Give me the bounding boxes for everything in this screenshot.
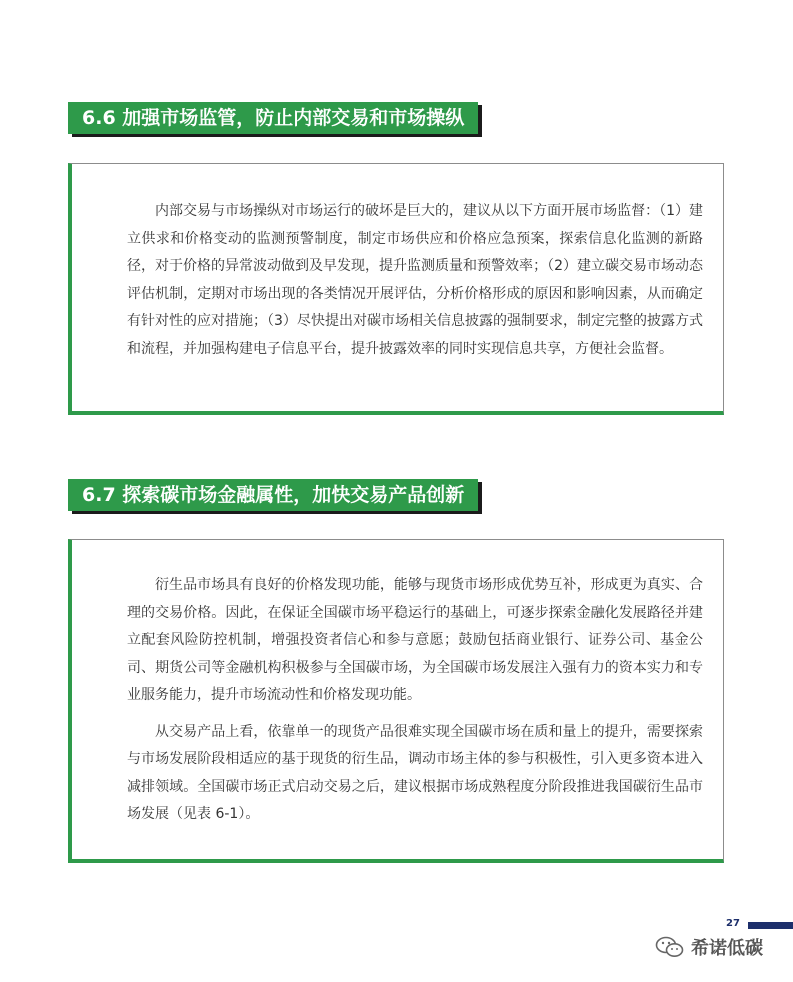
section-6-7-heading: 6.7 探索碳市场金融属性，加快交易产品创新: [68, 479, 478, 511]
section-6-7-textbox: [68, 539, 724, 863]
wechat-icon: [655, 935, 685, 959]
section-6-6-paragraph-1: 内部交易与市场操纵对市场运行的破坏是巨大的，建议从以下方面开展市场监督：（1）建立供求和价格变动的监测预警制度，制定市场供应和价格应急预案，探索信息化监测的新路径，对于价格的异常波动做到及早发现，提升监测质量和预警效率；（2）建立碳交易市场动态评估机制，定期对市场出现的各类情况开展评估，分析价格形成的原因和影响因素，从而确定有针对性的应对措施；（3）尽快提出对碳市场相关信息披露的强制要求，制定完整的披露方式和流程，并加强构建电子信息平台，提升披露效率的同时实现信息共享，方便社会监督。: [127, 203, 703, 357]
section-6-6-heading: 6.6 加强市场监管，防止内部交易和市场操纵: [68, 102, 478, 134]
page-number: 27: [726, 918, 740, 929]
wechat-watermark: [655, 934, 763, 960]
page-number-bar: [748, 922, 793, 929]
section-6-7-paragraph-1: 衍生品市场具有良好的价格发现功能，能够与现货市场形成优势互补，形成更为真实、合理的交易价格。因此，在保证全国碳市场平稳运行的基础上，可逐步探索金融化发展路径并建立配套风险防控机制，增强投资者信心和参与意愿；鼓励包括商业银行、证券公司、基金公司、期货公司等金融机构积极参与全国碳市场，为全国碳市场发展注入强有力的资本实力和专业服务能力，提升市场流动性和价格发现功能。: [127, 577, 703, 703]
section-6-6-textbox: [68, 163, 724, 415]
section-6-7-paragraph-2: 从交易产品上看，依靠单一的现货产品很难实现全国碳市场在质和量上的提升，需要探索与市场发展阶段相适应的基于现货的衍生品，调动市场主体的参与积极性，引入更多资本进入减排领域。全国碳市场正式启动交易之后，建议根据市场成熟程度分阶段推进我国碳衍生品市场发展（见表 6-1）。: [127, 723, 703, 822]
watermark-label: 希诺低碳: [691, 938, 763, 959]
